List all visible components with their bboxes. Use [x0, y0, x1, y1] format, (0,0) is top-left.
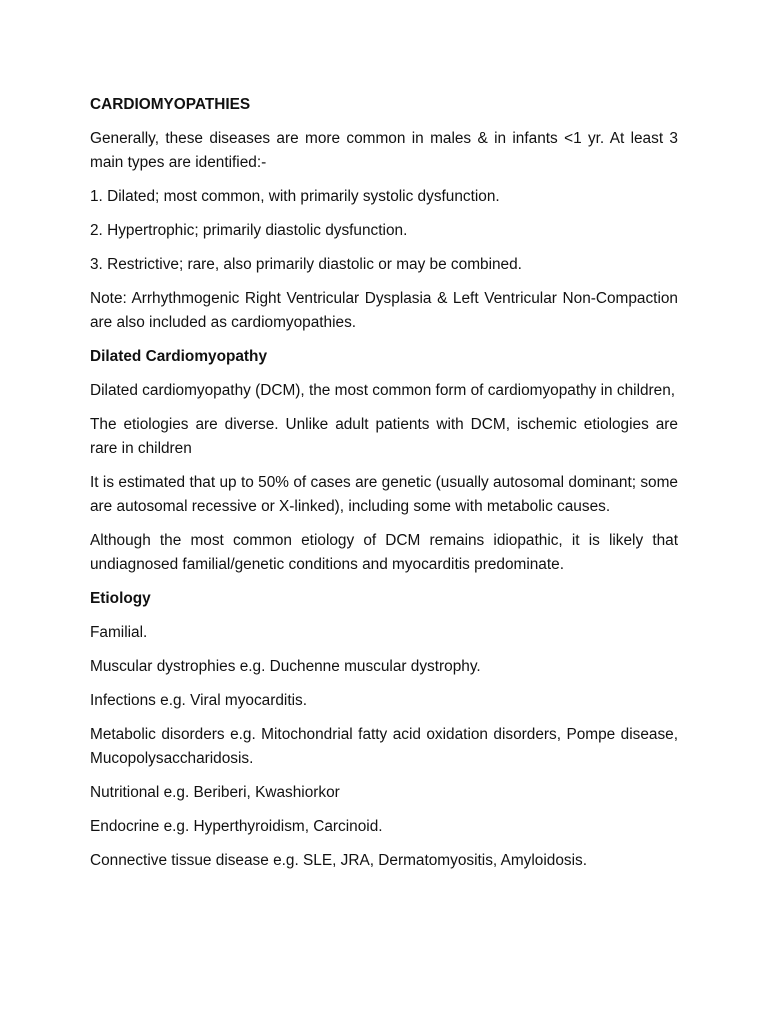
- etiology-item: Infections e.g. Viral myocarditis.: [90, 692, 307, 709]
- dcm-paragraph: Although the most common etiology of DCM remains idiopathic, it is likely that undiagnosed familial/genetic conditions and myocarditis predominate.: [90, 532, 678, 573]
- type-item-dilated: 1. Dilated; most common, with primarily systolic dysfunction.: [90, 188, 500, 205]
- type-item-hypertrophic: 2. Hypertrophic; primarily diastolic dysfunction.: [90, 222, 408, 239]
- etiology-item: Muscular dystrophies e.g. Duchenne muscular dystrophy.: [90, 658, 481, 675]
- etiology-item: Connective tissue disease e.g. SLE, JRA, Dermatomyositis, Amyloidosis.: [90, 852, 587, 869]
- dcm-paragraph: Dilated cardiomyopathy (DCM), the most common form of cardiomyopathy in children,: [90, 382, 676, 399]
- section-heading-etiology: Etiology: [90, 590, 151, 607]
- etiology-item: Metabolic disorders e.g. Mitochondrial fatty acid oxidation disorders, Pompe disease, Mucopolysaccharidosis.: [90, 726, 678, 767]
- intro-paragraph: Generally, these diseases are more common in males & in infants <1 yr. At least 3 main types are identified:-: [90, 130, 678, 171]
- dcm-paragraph: It is estimated that up to 50% of cases are genetic (usually autosomal dominant; some are autosomal recessive or X-linked), including some with metabolic causes.: [90, 474, 678, 515]
- section-heading-dcm: Dilated Cardiomyopathy: [90, 348, 268, 365]
- etiology-item: Familial.: [90, 624, 148, 641]
- note-paragraph: Note: Arrhythmogenic Right Ventricular Dysplasia & Left Ventricular Non-Compaction are also included as cardiomyopathies.: [90, 290, 678, 331]
- type-item-restrictive: 3. Restrictive; rare, also primarily diastolic or may be combined.: [90, 256, 522, 273]
- document-page: [90, 93, 678, 883]
- document-title: CARDIOMYOPATHIES: [90, 96, 251, 113]
- etiology-item: Nutritional e.g. Beriberi, Kwashiorkor: [90, 784, 340, 801]
- etiology-item: Endocrine e.g. Hyperthyroidism, Carcinoid.: [90, 818, 383, 835]
- dcm-paragraph: The etiologies are diverse. Unlike adult patients with DCM, ischemic etiologies are rare in children: [90, 416, 678, 457]
